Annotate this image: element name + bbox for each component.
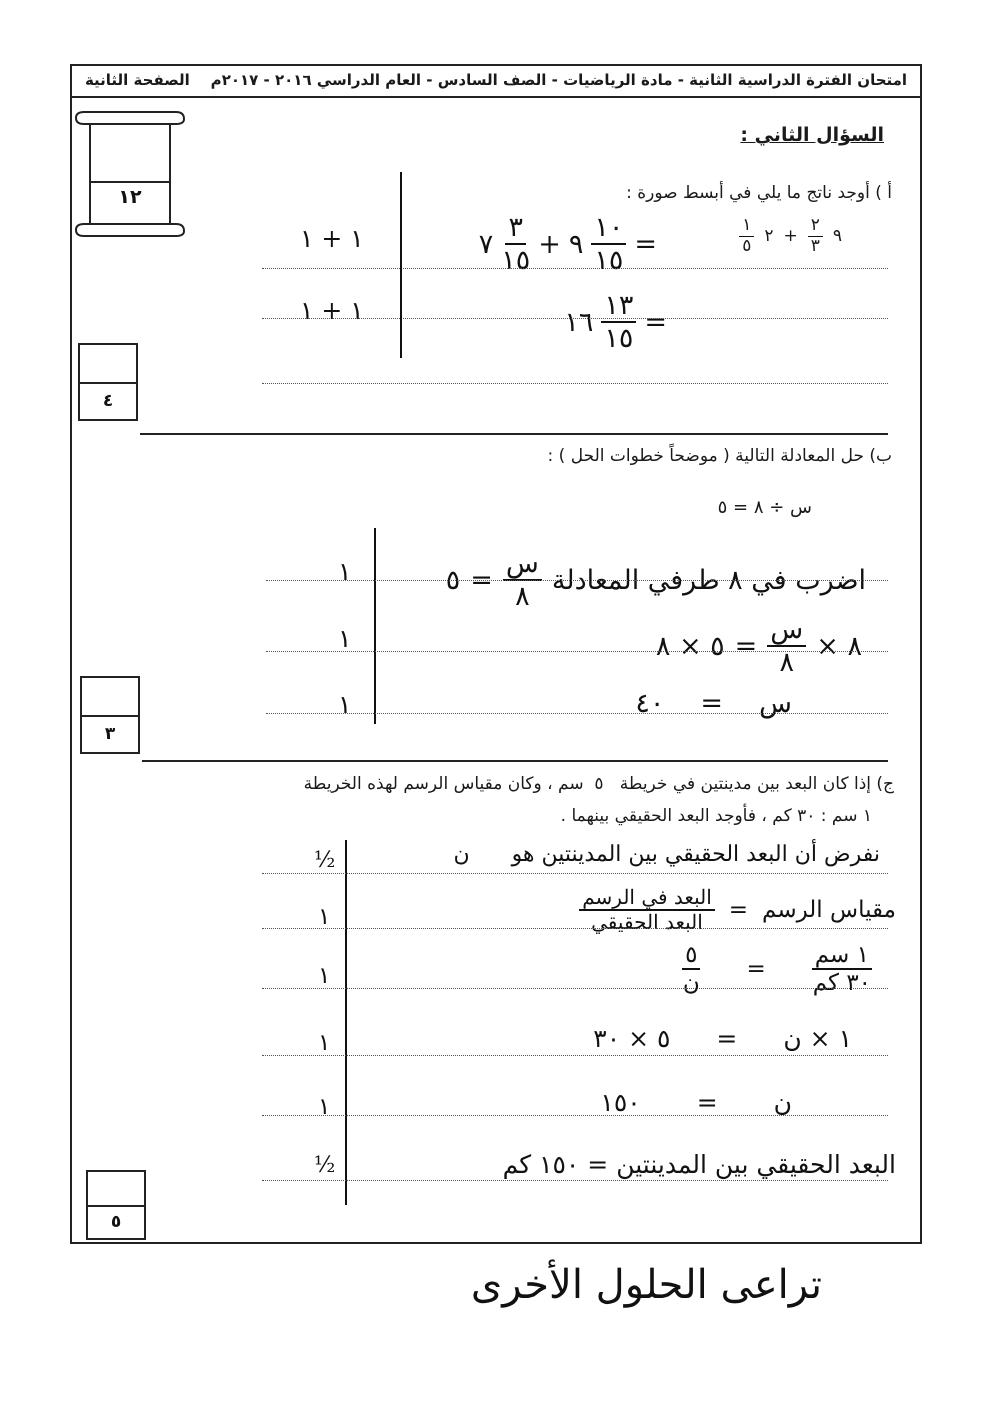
mark-value: ١: [318, 904, 331, 930]
part-a-answer-line-2: = $\frac{١٣}{١٥}$ ١٦: [564, 290, 667, 355]
part-c-step-3: $\frac{\text{١ سم}}{\text{٣٠ كم}}$ = $\frac{٥}{\text{ن}}$: [682, 942, 872, 997]
mark-value: ١: [338, 624, 352, 653]
answer-line: [262, 1055, 888, 1056]
part-c-score-box: [86, 1170, 146, 1240]
header-title: امتحان الفترة الدراسية الثانية - مادة الرياضيات - الصف السادس - العام الدراسي ٢٠١٦ - ٢٠١٧م الصفحة الثانية: [84, 71, 908, 89]
answer-line: [262, 383, 888, 384]
part-a-score-box: [78, 343, 138, 421]
part-b-prompt: ب) حل المعادلة التالية ( موضحاً خطوات الحل ) :: [547, 446, 892, 466]
answer-line: [262, 1115, 888, 1116]
footer-note: تراعى الحلول الأخرى: [470, 1262, 822, 1308]
mark-value: ١ + ١: [300, 224, 364, 253]
mark-value: ١: [338, 690, 352, 719]
answer-line: [262, 988, 888, 989]
mark-value: ١: [318, 1094, 331, 1120]
answer-fraction-c: $\frac{١٣}{١٥}$: [601, 290, 636, 354]
part-c-step-2: مقياس الرسم = $\frac{\text{البعد في الرسم}}{\text{البعد الحقيقي}}$: [579, 886, 896, 934]
expr-whole-1: ٢: [764, 226, 774, 247]
mark-value: ½: [314, 1153, 336, 1178]
answer-fraction-b: $\frac{١٠}{١٥}$: [591, 212, 626, 276]
expr-fraction-1: $\frac{١}{٥}$: [739, 216, 754, 256]
answer-line: [262, 873, 888, 874]
part-a-score: ٤: [102, 390, 114, 411]
part-c-step-5: ن = ١٥٠: [600, 1088, 792, 1117]
part-b-step-2: ٨ × $\frac{\text{س}}{٨}$ = ٥ × ٨: [655, 614, 862, 679]
page-header: [70, 64, 922, 98]
expr-plus: +: [783, 226, 798, 247]
mark-value: ١: [318, 963, 331, 989]
answer-fraction-a: $\frac{٣}{١٥}$: [501, 212, 531, 277]
marks-divider: [400, 172, 402, 358]
part-c-score: ٥: [110, 1211, 122, 1232]
answer-line: [262, 1180, 888, 1181]
part-c-step-1: نفرض أن البعد الحقيقي بين المدينتين هو ن: [453, 842, 880, 867]
answer-line: [262, 268, 888, 269]
section-separator: [140, 433, 888, 435]
section-title: السؤال الثاني :: [740, 124, 884, 146]
scroll-score-value: ١٢: [118, 186, 142, 208]
mark-value: ١ + ١: [300, 296, 364, 325]
expr-fraction-2: $\frac{٢}{٣}$: [808, 216, 823, 256]
part-b-score: ٣: [104, 723, 116, 744]
answer-line: [266, 713, 888, 714]
part-c-prompt-line-2: ١ سم : ٣٠ كم ، فأوجد البعد الحقيقي بينهما .: [560, 806, 872, 826]
mark-value: ١: [318, 1030, 331, 1056]
part-a-answer-line-1: = $\frac{١٠}{١٥}$ ٩ + $\frac{٣}{١٥}$ ٧: [478, 212, 657, 277]
part-a-prompt: أ ) أوجد ناتج ما يلي في أبسط صورة :: [626, 183, 892, 203]
marks-divider: [374, 528, 376, 724]
section-separator: [142, 760, 888, 762]
answer-line: [262, 928, 888, 929]
part-b-score-box: [80, 676, 140, 754]
answer-line: [266, 651, 888, 652]
part-c-prompt-line-1: ج) إذا كان البعد بين مدينتين في خريطة ٥ سم ، وكان مقياس الرسم لهذه الخريطة: [303, 774, 894, 794]
mark-value: ١: [338, 557, 352, 586]
expr-whole-2: ٩: [832, 226, 842, 247]
part-b-step-3: س = ٤٠: [635, 688, 792, 719]
part-c-step-6: البعد الحقيقي بين المدينتين = ١٥٠ كم: [502, 1150, 896, 1179]
part-c-step-4: ١ × ن = ٥ × ٣٠: [593, 1024, 852, 1053]
scroll-score-box: [72, 108, 188, 240]
part-b-equation: س ÷ ٨ = ٥: [717, 497, 812, 518]
mark-value: ½: [314, 848, 336, 873]
part-b-step-1: اضرب في ٨ طرفي المعادلة $\frac{\text{س}}{٨}$ = ٥: [445, 548, 866, 613]
part-a-expression: [739, 216, 842, 256]
marks-divider: [345, 840, 347, 1205]
answer-line: [266, 580, 888, 581]
